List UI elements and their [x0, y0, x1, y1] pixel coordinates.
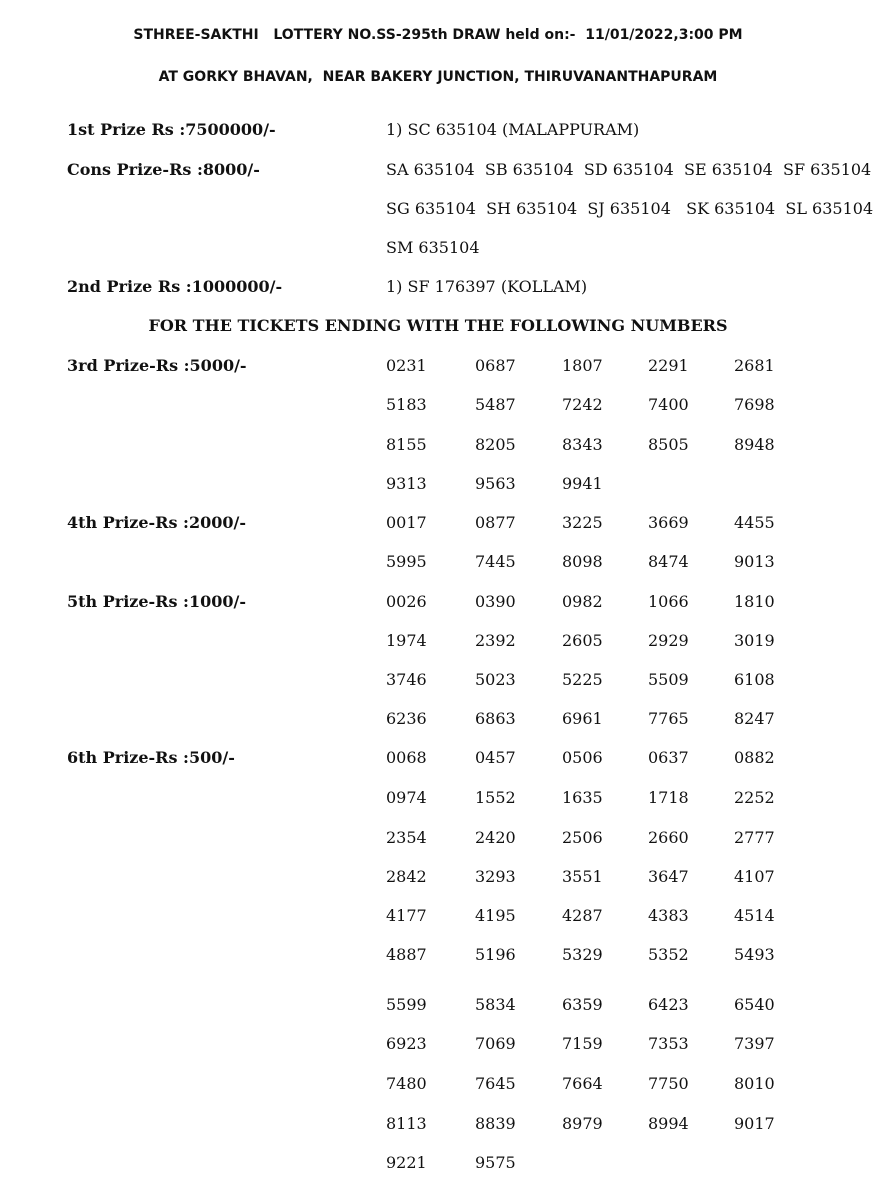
- second-prize-winner: 1) SF 176397 (KOLLAM): [386, 277, 588, 296]
- third-prize-number: 8948: [734, 435, 775, 454]
- third-prize-number: 7242: [562, 395, 603, 414]
- sixth-prize-number: 0974: [386, 788, 427, 807]
- sixth-prize-number: 5834: [475, 995, 516, 1014]
- sixth-prize-number: 1552: [475, 788, 516, 807]
- fifth-prize-number: 0982: [562, 592, 603, 611]
- sixth-prize-number: 4177: [386, 906, 427, 925]
- sixth-prize-number: 1635: [562, 788, 603, 807]
- fifth-prize-number: 6108: [734, 670, 775, 689]
- sixth-prize-number: 6540: [734, 995, 775, 1014]
- sixth-prize-number: 6359: [562, 995, 603, 1014]
- sixth-prize-number: 7159: [562, 1034, 603, 1053]
- cons-prize-line: SA 635104 SB 635104 SD 635104 SE 635104 SF 635104: [386, 160, 872, 179]
- third-prize-number: 5487: [475, 395, 516, 414]
- third-prize-number: 1807: [562, 356, 603, 375]
- sixth-prize-number: 2420: [475, 828, 516, 847]
- sixth-prize-number: 5352: [648, 945, 689, 964]
- sixth-prize-number: 0457: [475, 748, 516, 767]
- sixth-prize-number: 7353: [648, 1034, 689, 1053]
- fourth-prize-number: 4455: [734, 513, 775, 532]
- sixth-prize-number: 0068: [386, 748, 427, 767]
- sixth-prize-number: 7750: [648, 1074, 689, 1093]
- sixth-prize-number: 2506: [562, 828, 603, 847]
- first-prize-label: 1st Prize Rs :7500000/-: [67, 120, 276, 139]
- result-header-venue: AT GORKY BHAVAN, NEAR BAKERY JUNCTION, THIRUVANANTHAPURAM: [158, 69, 718, 85]
- fifth-prize-number: 6236: [386, 709, 427, 728]
- fifth-prize-number: 5509: [648, 670, 689, 689]
- sixth-prize-number: 6423: [648, 995, 689, 1014]
- fourth-prize-label: 4th Prize-Rs :2000/-: [67, 513, 246, 532]
- fourth-prize-number: 9013: [734, 552, 775, 571]
- sixth-prize-number: 8979: [562, 1114, 603, 1133]
- sixth-prize-number: 5599: [386, 995, 427, 1014]
- sixth-prize-number: 8010: [734, 1074, 775, 1093]
- sixth-prize-number: 5493: [734, 945, 775, 964]
- fifth-prize-number: 0026: [386, 592, 427, 611]
- sixth-prize-number: 7069: [475, 1034, 516, 1053]
- fourth-prize-number: 7445: [475, 552, 516, 571]
- sixth-prize-number: 4887: [386, 945, 427, 964]
- cons-prize-line: SG 635104 SH 635104 SJ 635104 SK 635104 SL 635104: [386, 199, 874, 218]
- sixth-prize-number: 5196: [475, 945, 516, 964]
- sixth-prize-number: 2842: [386, 867, 427, 886]
- fifth-prize-number: 5225: [562, 670, 603, 689]
- fifth-prize-number: 2929: [648, 631, 689, 650]
- sixth-prize-number: 3551: [562, 867, 603, 886]
- result-header-title: STHREE-SAKTHI LOTTERY NO.SS-295th DRAW held on:- 11/01/2022,3:00 PM: [133, 27, 743, 43]
- fifth-prize-number: 5023: [475, 670, 516, 689]
- third-prize-number: 2681: [734, 356, 775, 375]
- fifth-prize-number: 1974: [386, 631, 427, 650]
- fourth-prize-number: 0017: [386, 513, 427, 532]
- sixth-prize-number: 7397: [734, 1034, 775, 1053]
- third-prize-number: 8505: [648, 435, 689, 454]
- third-prize-number: 5183: [386, 395, 427, 414]
- sixth-prize-number: 7664: [562, 1074, 603, 1093]
- fifth-prize-label: 5th Prize-Rs :1000/-: [67, 592, 246, 611]
- sixth-prize-number: 3293: [475, 867, 516, 886]
- fourth-prize-number: 8098: [562, 552, 603, 571]
- sixth-prize-number: 9017: [734, 1114, 775, 1133]
- cons-prize-line: SM 635104: [386, 238, 480, 257]
- sixth-prize-number: 9575: [475, 1153, 516, 1172]
- sixth-prize-number: 4383: [648, 906, 689, 925]
- third-prize-number: 9313: [386, 474, 427, 493]
- third-prize-number: 7698: [734, 395, 775, 414]
- fourth-prize-number: 3669: [648, 513, 689, 532]
- cons-prize-label: Cons Prize-Rs :8000/-: [67, 160, 260, 179]
- third-prize-number: 0231: [386, 356, 427, 375]
- fourth-prize-number: 8474: [648, 552, 689, 571]
- third-prize-number: 7400: [648, 395, 689, 414]
- third-prize-label: 3rd Prize-Rs :5000/-: [67, 356, 247, 375]
- fifth-prize-number: 8247: [734, 709, 775, 728]
- second-prize-label: 2nd Prize Rs :1000000/-: [67, 277, 283, 296]
- sixth-prize-number: 2252: [734, 788, 775, 807]
- sixth-prize-number: 4107: [734, 867, 775, 886]
- third-prize-number: 0687: [475, 356, 516, 375]
- fifth-prize-number: 0390: [475, 592, 516, 611]
- sixth-prize-number: 8839: [475, 1114, 516, 1133]
- third-prize-number: 8343: [562, 435, 603, 454]
- fifth-prize-number: 7765: [648, 709, 689, 728]
- sixth-prize-number: 6923: [386, 1034, 427, 1053]
- third-prize-number: 2291: [648, 356, 689, 375]
- sixth-prize-number: 4287: [562, 906, 603, 925]
- fifth-prize-number: 1810: [734, 592, 775, 611]
- sixth-prize-number: 2660: [648, 828, 689, 847]
- sixth-prize-number: 3647: [648, 867, 689, 886]
- third-prize-number: 9563: [475, 474, 516, 493]
- fourth-prize-number: 5995: [386, 552, 427, 571]
- fifth-prize-number: 6961: [562, 709, 603, 728]
- sixth-prize-number: 4514: [734, 906, 775, 925]
- sixth-prize-number: 0506: [562, 748, 603, 767]
- third-prize-number: 8155: [386, 435, 427, 454]
- sixth-prize-number: 7480: [386, 1074, 427, 1093]
- sixth-prize-number: 0882: [734, 748, 775, 767]
- sixth-prize-number: 0637: [648, 748, 689, 767]
- third-prize-number: 8205: [475, 435, 516, 454]
- sixth-prize-number: 1718: [648, 788, 689, 807]
- fifth-prize-number: 3746: [386, 670, 427, 689]
- fifth-prize-number: 6863: [475, 709, 516, 728]
- sixth-prize-label: 6th Prize-Rs :500/-: [67, 748, 235, 767]
- sixth-prize-number: 2354: [386, 828, 427, 847]
- fifth-prize-number: 2605: [562, 631, 603, 650]
- first-prize-winner: 1) SC 635104 (MALAPPURAM): [386, 120, 640, 139]
- fifth-prize-number: 2392: [475, 631, 516, 650]
- sixth-prize-number: 8113: [386, 1114, 427, 1133]
- fourth-prize-number: 3225: [562, 513, 603, 532]
- sixth-prize-number: 8994: [648, 1114, 689, 1133]
- fifth-prize-number: 3019: [734, 631, 775, 650]
- sixth-prize-number: 2777: [734, 828, 775, 847]
- ending-numbers-heading: FOR THE TICKETS ENDING WITH THE FOLLOWING NUMBERS: [148, 316, 728, 335]
- sixth-prize-number: 7645: [475, 1074, 516, 1093]
- fourth-prize-number: 0877: [475, 513, 516, 532]
- sixth-prize-number: 9221: [386, 1153, 427, 1172]
- fifth-prize-number: 1066: [648, 592, 689, 611]
- third-prize-number: 9941: [562, 474, 603, 493]
- sixth-prize-number: 4195: [475, 906, 516, 925]
- sixth-prize-number: 5329: [562, 945, 603, 964]
